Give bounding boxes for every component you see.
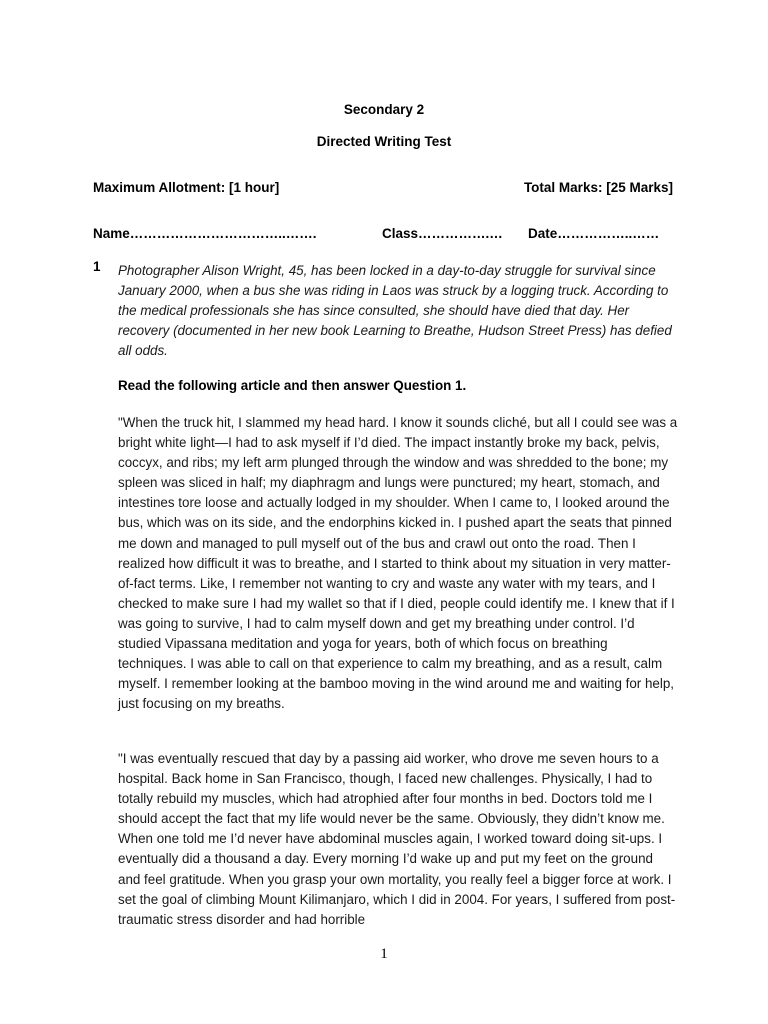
class-field: Class…………….… <box>382 226 503 241</box>
level-heading: Secondary 2 <box>343 102 425 117</box>
test-title: Directed Writing Test <box>316 134 452 149</box>
article-paragraph-2: "I was eventually rescued that day by a passing aid worker, who drove me seven hours to a hospital. Back home in San Francisco, though, I faced new challenges. Physically, I had to totally rebuild my muscles, which had atrophied after four months in bed. Doctors told me I should accept the fact that my life would never be the same. Obviously, they didn’t know me. When one told me I’d never have abdominal muscles again, I worked toward doing sit-ups. I eventually did a thousand a day. Every morning I’d wake up and put my feet on the ground and feel gratitude. When you grasp your own mortality, you really feel a bigger force at work. I set the goal of climbing Mount Kilimanjaro, which I did in 2004. For years, I suffered from post-traumatic stress disorder and had horrible <box>118 751 676 927</box>
total-marks: Total Marks: [25 Marks] <box>523 180 673 195</box>
name-field: Name……………………………..……. <box>93 226 317 241</box>
article-paragraph-1: "When the truck hit, I slammed my head hard. I know it sounds cliché, but all I could see was a bright white light—I had to ask myself if I’d died. The impact instantly broke my back, pelvis, coccyx, and ribs; my left arm plunged through the window and was shredded to the bone; my spleen was sliced in half; my diaphragm and lungs were punctured; my heart, stomach, and intestines tore loose and actually lodged in my shoulder. When I came to, I looked around the bus, which was on its side, and the endorphins kicked in. I pushed apart the seats that pinned me down and managed to pull myself out of the bus and crawl out onto the road. Then I realized how difficult it was to breathe, and I started to think about my situation in very matter-of-fact terms. Like, I remember not wanting to cry and waste any water with my tears, and I checked to make sure I had my wallet so that if I died, people could identify me. I knew that if I was going to survive, I had to calm myself down and get my breathing under control. I’d studied Vipassana meditation and yoga for years, both of which focus on breathing techniques. I was able to call on that experience to calm my breathing, and as a result, calm myself. I remember looking at the bamboo moving in the wind around me and waiting for help, just focusing on my breaths. <box>118 415 678 712</box>
date-field: Date……………..…… <box>528 226 660 241</box>
max-allotment: Maximum Allotment: [1 hour] <box>93 180 280 195</box>
page-number: 1 <box>380 946 388 962</box>
instruction-text: Read the following article and then answer Question 1. <box>118 378 467 393</box>
intro-paragraph: Photographer Alison Wright, 45, has been locked in a day-to-day struggle for survival since January 2000, when a bus she was riding in Laos was struck by a logging truck. According to the medical professionals she has since consulted, she should have died that day. Her recovery (documented in her new book Learning to Breathe, Hudson Street Press) has defied all odds. <box>118 263 672 359</box>
question-number: 1 <box>93 259 101 274</box>
